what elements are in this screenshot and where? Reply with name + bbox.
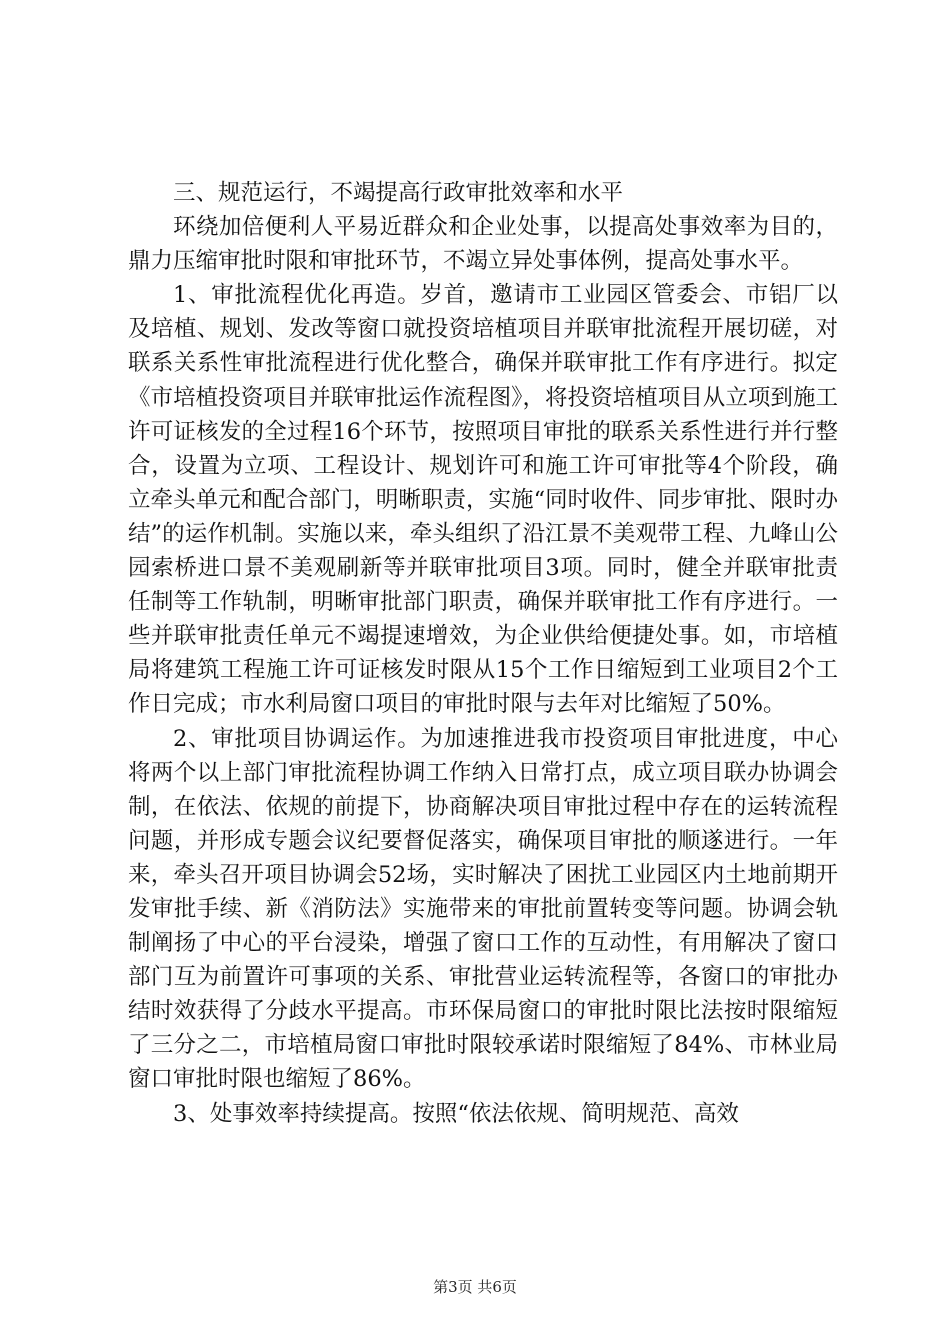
page-number-footer: 第3页 共6页 bbox=[433, 1278, 517, 1296]
document-body bbox=[128, 176, 838, 1131]
body-paragraph: 1、审批流程优化再造。岁首，邀请市工业园区管委会、市铝厂以及培植、规划、发改等窗口就投资培植项目并联审批流程开展切磋，对联系关系性审批流程进行优化整合，确保并联审批工作有序进行。拟定《市培植投资项目并联审批运作流程图》，将投资培植项目从立项到施工许可证核发的全过程16个环节，按照项目审批的联系关系性进行并行整合，设置为立项、工程设计、规划许可和施工许可审批等4个阶段，确立牵头单元和配合部门，明晰职责，实施“同时收件、同步审批、限时办结”的运作机制。实施以来，牵头组织了沿江景不美观带工程、九峰山公园索桥进口景不美观刷新等并联审批项目3项。同时，健全并联审批责任制等工作轨制，明晰审批部门职责，确保并联审批工作有序进行。一些并联审批责任单元不竭提速增效，为企业供给便捷处事。如，市培植局将建筑工程施工许可证核发时限从15个工作日缩短到工业项目2个工作日完成；市水利局窗口项目的审批时限与去年对比缩短了50%。 bbox=[128, 282, 838, 718]
section-heading: 三、规范运行，不竭提高行政审批效率和水平 bbox=[173, 180, 624, 206]
body-paragraph: 3、处事效率持续提高。按照“依法依规、简明规范、高效 bbox=[173, 1100, 739, 1127]
body-paragraph: 环绕加倍便利人平易近群众和企业处事，以提高处事效率为目的，鼎力压缩审批时限和审批环节，不竭立异处事体例，提高处事水平。 bbox=[128, 214, 838, 275]
body-paragraph: 2、审批项目协调运作。为加速推进我市投资项目审批进度，中心将两个以上部门审批流程协调工作纳入日常打点，成立项目联办协调会制，在依法、依规的前提下，协商解决项目审批过程中存在的运转流程问题，并形成专题会议纪要督促落实，确保项目审批的顺遂进行。一年来，牵头召开项目协调会52场，实时解决了困扰工业园区内土地前期开发审批手续、新《消防法》实施带来的审批前置转变等问题。协调会轨制阐扬了中心的平台浸染，增强了窗口工作的互动性，有用解决了窗口部门互为前置许可事项的关系、审批营业运转流程等，各窗口的审批办结时效获得了分歧水平提高。市环保局窗口的审批时限比法按时限缩短了三分之二，市培植局窗口审批时限较承诺时限缩短了84%、市林业局窗口审批时限也缩短了86%。 bbox=[128, 725, 838, 1093]
